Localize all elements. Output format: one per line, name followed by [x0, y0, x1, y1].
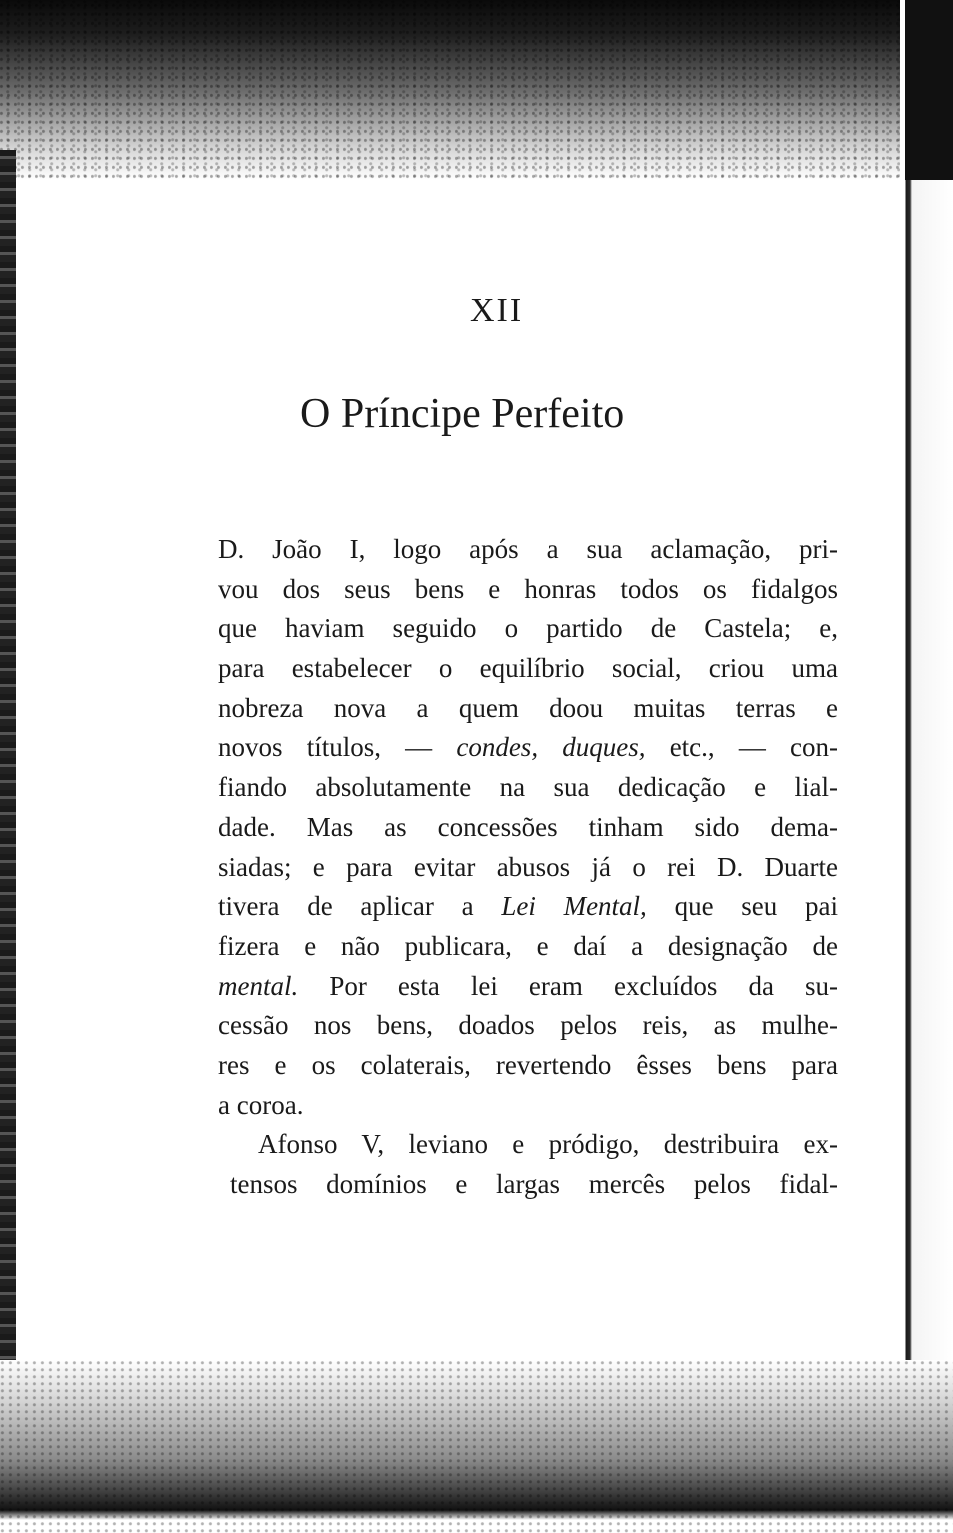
italic-text: mental.	[218, 970, 299, 1001]
chapter-number: XII	[470, 292, 524, 329]
text-line: a coroa.	[218, 1089, 304, 1120]
italic-text: Lei Mental,	[501, 891, 647, 922]
text-line: dade. Mas as concessões tinham sido dema-	[218, 811, 838, 842]
text-line: nobreza nova a quem doou muitas terras e	[218, 692, 838, 723]
text-line: siadas; e para evitar abusos já o rei D. Duarte	[218, 851, 838, 882]
text-line: fiando absolutamente na sua dedicação e lial-	[218, 772, 838, 803]
text-line: res e os colaterais, revertendo êsses bens para	[218, 1049, 838, 1080]
text-line: vou dos seus bens e honras todos os fidalgos	[218, 573, 838, 604]
text-line: mental. Por esta lei eram excluídos da su-	[218, 970, 838, 1001]
scan-shadow-top	[0, 0, 953, 180]
text-line: que haviam seguido o partido de Castela; e,	[218, 613, 838, 644]
body-text	[218, 530, 838, 1205]
text-line: cessão nos bens, doados pelos reis, as mulhe-	[218, 1010, 838, 1041]
scan-shadow-left	[0, 150, 16, 1400]
text-line: novos títulos, — condes, duques, etc., — con-	[218, 732, 839, 763]
scan-shadow-right-top	[905, 0, 953, 180]
text-line: Afonso V, leviano e pródigo, destribuira ex-	[258, 1129, 838, 1160]
italic-text: condes, duques,	[456, 732, 646, 763]
text-line: para estabelecer o equilíbrio social, criou uma	[218, 653, 838, 684]
scan-shadow-right	[900, 0, 953, 1533]
text-line: D. João I, logo após a sua aclamação, pri-	[218, 534, 838, 564]
scan-shadow-bottom	[0, 1360, 953, 1533]
chapter-title: O Príncipe Perfeito	[300, 391, 625, 437]
text-line: tensos domínios e largas mercês pelos fidal-	[230, 1169, 838, 1199]
text-line: fizera e não publicara, e daí a designação de	[218, 930, 838, 961]
text-line: tivera de aplicar a Lei Mental, que seu pai	[218, 891, 838, 922]
